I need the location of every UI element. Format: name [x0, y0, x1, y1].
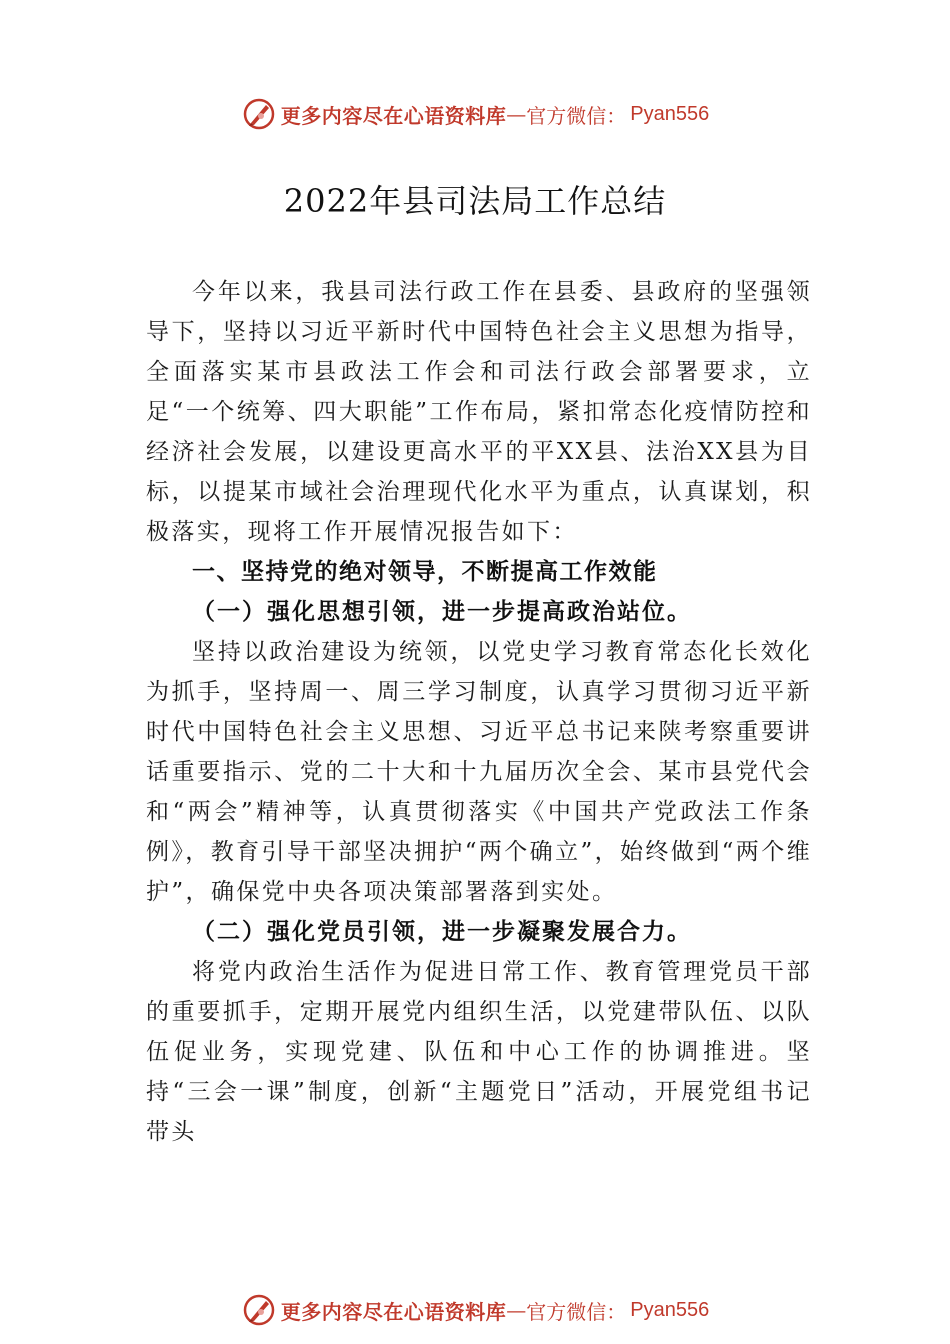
footer-wechat-label: 官方微信： — [526, 1299, 627, 1324]
document-body — [146, 272, 812, 1152]
pen-circle-logo-icon — [241, 1292, 277, 1328]
subsection-heading-2: （二）强化党员引领，进一步凝聚发展合力。 — [192, 918, 692, 945]
header-separator: — — [506, 102, 527, 126]
header-brand-text: 更多内容尽在心语资料库 — [280, 103, 507, 128]
section-heading-1: 一、坚持党的绝对领导，不断提高工作效能 — [192, 559, 658, 585]
subsection-heading-1: （一）强化思想引领，进一步提高政治站位。 — [192, 598, 692, 625]
document-title: 2022年县司法局工作总结 — [283, 182, 667, 220]
header-wechat-id: Pyan556 — [630, 102, 710, 125]
footer-banner — [0, 1290, 950, 1330]
footer-wechat-id: Pyan556 — [630, 1298, 710, 1321]
header-wechat-label: 官方微信： — [526, 103, 627, 128]
subsection-paragraph-1: 坚持以政治建设为统领，以党史学习教育常态化长效化为抓手，坚持周一、周三学习制度，认真学习贯彻习近平新时代中国特色社会主义思想、习近平总书记来陕考察重要讲话重要指示、党的二十大和十九届历次全会、某市县党代会和“两会”精神等，认真贯彻落实《中国共产党政法工作条例》，教育引导干部坚决拥护“两个确立”，始终做到“两个维护”，确保党中央各项决策部署落到实处。 — [146, 639, 812, 905]
subsection-paragraph-2: 将党内政治生活作为促进日常工作、教育管理党员干部的重要抓手，定期开展党内组织生活，以党建带队伍、以队伍促业务，实现党建、队伍和中心工作的协调推进。坚持“三会一课”制度，创新“主题党日”活动，开展党组书记带头 — [146, 959, 812, 1145]
header-banner — [0, 94, 950, 134]
footer-separator: — — [506, 1298, 527, 1322]
pen-circle-logo-icon — [241, 96, 277, 132]
footer-brand-text: 更多内容尽在心语资料库 — [280, 1299, 507, 1324]
intro-paragraph: 今年以来，我县司法行政工作在县委、县政府的坚强领导下，坚持以习近平新时代中国特色社会主义思想为指导， 全面落实某市县政法工作会和司法行政会部署要求，立足“一个统筹、四大职能”工作布局，紧扣常态化疫情防控和经济社会发展，以建设更高水平的平XX县、法治XX县为目标，以提某市域社会治理现代化水平为重点，认真谋划，积极落实，现将工作开展情况报告如下： — [146, 279, 812, 545]
